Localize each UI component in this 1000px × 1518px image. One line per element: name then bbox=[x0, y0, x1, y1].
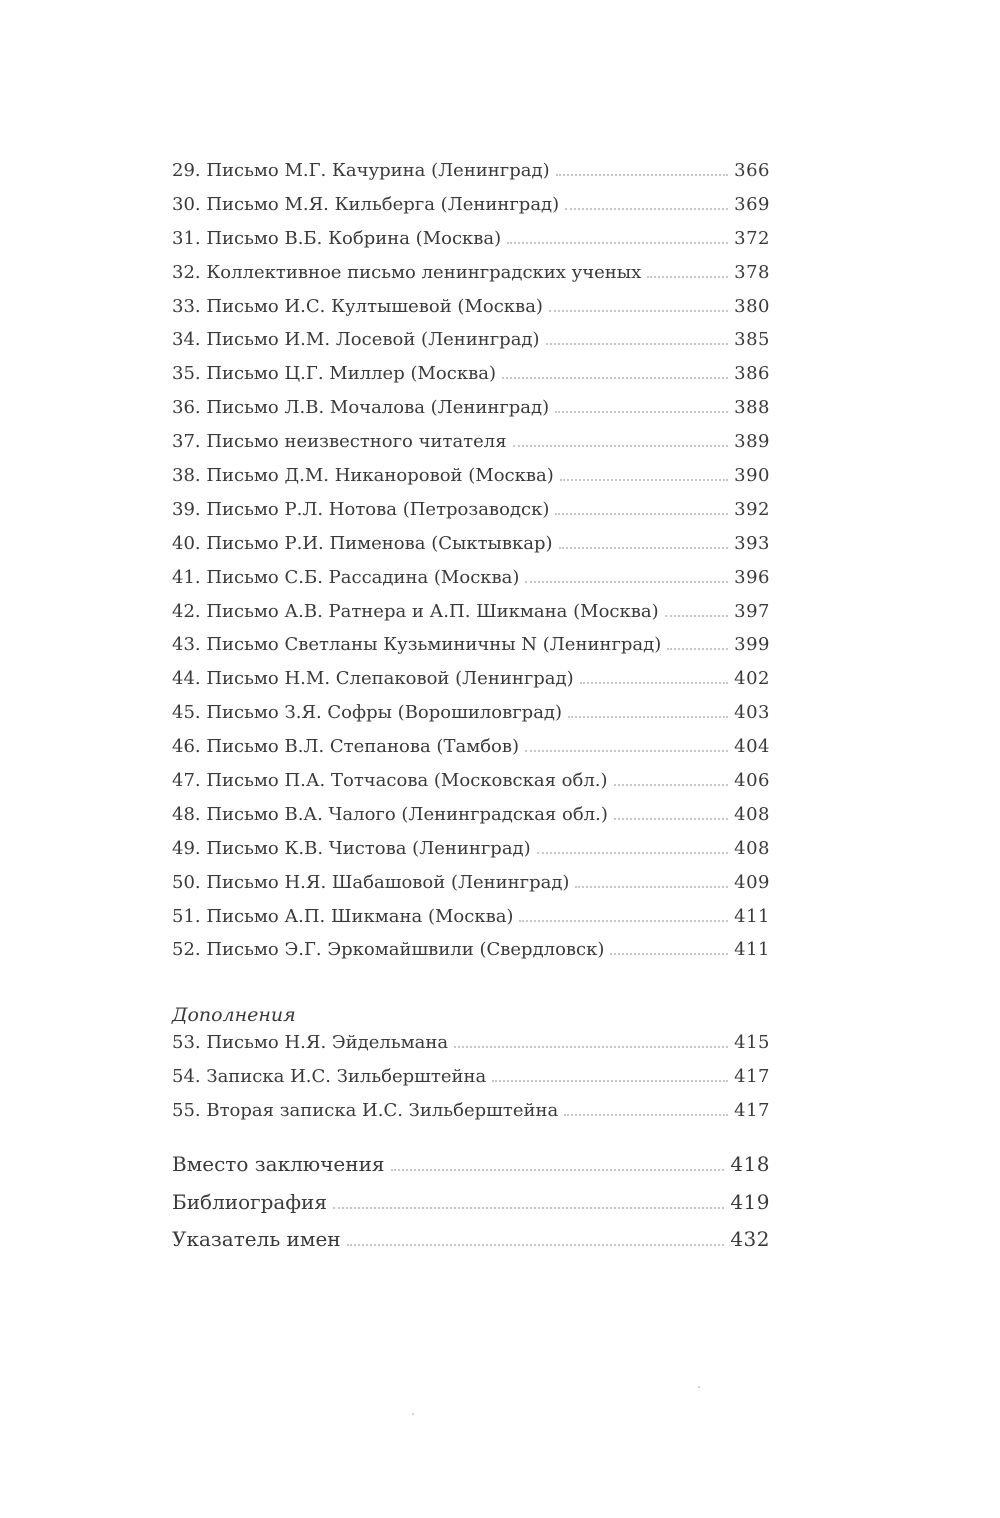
entry-page: 389 bbox=[728, 431, 770, 452]
paper-speck bbox=[698, 1386, 700, 1388]
entry-page: 417 bbox=[728, 1100, 770, 1121]
dot-leader bbox=[546, 342, 729, 345]
dot-leader bbox=[525, 749, 728, 752]
entry-page: 369 bbox=[728, 194, 770, 215]
dot-leader bbox=[502, 376, 728, 379]
toc-entry bbox=[172, 296, 770, 330]
entry-title: 52. Письмо Э.Г. Эркомайшвили (Свердловск) bbox=[172, 939, 610, 960]
toc-entry bbox=[172, 770, 770, 804]
dot-leader bbox=[575, 885, 728, 888]
back-matter-list bbox=[172, 1152, 770, 1265]
dot-leader bbox=[525, 580, 728, 583]
toc-entry bbox=[172, 939, 770, 973]
dot-leader bbox=[565, 207, 728, 210]
dot-leader bbox=[549, 309, 728, 312]
entry-title: 35. Письмо Ц.Г. Миллер (Москва) bbox=[172, 363, 502, 384]
entry-title: 41. Письмо С.Б. Рассадина (Москва) bbox=[172, 567, 525, 588]
entry-title: 36. Письмо Л.В. Мочалова (Ленинград) bbox=[172, 397, 555, 418]
dot-leader bbox=[564, 1113, 728, 1116]
dot-leader bbox=[519, 919, 728, 922]
toc-entry bbox=[172, 838, 770, 872]
entry-page: 406 bbox=[728, 770, 770, 791]
dot-leader bbox=[614, 817, 728, 820]
entry-title: 49. Письмо К.В. Чистова (Ленинград) bbox=[172, 838, 537, 859]
entry-page: 408 bbox=[728, 838, 770, 859]
toc-entry bbox=[172, 872, 770, 906]
entry-title: 51. Письмо А.П. Шикмана (Москва) bbox=[172, 906, 519, 927]
entry-page: 380 bbox=[728, 296, 770, 317]
dot-leader bbox=[665, 614, 729, 617]
entry-title: 54. Записка И.С. Зильберштейна bbox=[172, 1066, 492, 1087]
entry-title: 31. Письмо В.Б. Кобрина (Москва) bbox=[172, 228, 507, 249]
entry-page: 399 bbox=[728, 634, 770, 655]
toc-entry bbox=[172, 1227, 770, 1265]
dot-leader bbox=[568, 715, 728, 718]
entry-title: Вместо заключения bbox=[172, 1152, 391, 1176]
entry-title: 45. Письмо З.Я. Софры (Ворошиловград) bbox=[172, 702, 568, 723]
dot-leader bbox=[391, 1168, 725, 1171]
toc-entry bbox=[172, 1152, 770, 1190]
entry-title: 42. Письмо А.В. Ратнера и А.П. Шикмана (Москва) bbox=[172, 601, 665, 622]
entry-page: 409 bbox=[728, 872, 770, 893]
toc-entry bbox=[172, 736, 770, 770]
entry-title: 43. Письмо Светланы Кузьминичны N (Ленинград) bbox=[172, 634, 667, 655]
entry-page: 390 bbox=[728, 465, 770, 486]
dot-leader bbox=[537, 851, 728, 854]
supplements-list bbox=[172, 1032, 770, 1134]
entry-page: 404 bbox=[728, 736, 770, 757]
entry-page: 386 bbox=[728, 363, 770, 384]
toc-entry bbox=[172, 1032, 770, 1066]
dot-leader bbox=[492, 1079, 728, 1082]
entry-page: 396 bbox=[728, 567, 770, 588]
entry-title: 37. Письмо неизвестного читателя bbox=[172, 431, 513, 452]
dot-leader bbox=[560, 478, 728, 481]
entry-page: 417 bbox=[728, 1066, 770, 1087]
entry-title: 30. Письмо М.Я. Кильберга (Ленинград) bbox=[172, 194, 565, 215]
toc-entry bbox=[172, 634, 770, 668]
entry-page: 411 bbox=[728, 939, 770, 960]
dot-leader bbox=[555, 410, 728, 413]
dot-leader bbox=[647, 275, 728, 278]
entry-page: 388 bbox=[728, 397, 770, 418]
entry-page: 392 bbox=[728, 499, 770, 520]
toc-entry bbox=[172, 329, 770, 363]
entry-page: 402 bbox=[728, 668, 770, 689]
dot-leader bbox=[347, 1243, 725, 1246]
entry-title: 46. Письмо В.Л. Степанова (Тамбов) bbox=[172, 736, 525, 757]
dot-leader bbox=[610, 952, 728, 955]
toc-entry bbox=[172, 1100, 770, 1134]
toc-entry bbox=[172, 567, 770, 601]
dot-leader bbox=[614, 783, 729, 786]
dot-leader bbox=[559, 546, 729, 549]
toc-entry bbox=[172, 228, 770, 262]
entry-page: 385 bbox=[728, 329, 770, 350]
entry-page: 393 bbox=[728, 533, 770, 554]
entry-title: 33. Письмо И.С. Култышевой (Москва) bbox=[172, 296, 549, 317]
dot-leader bbox=[556, 173, 729, 176]
toc-entry bbox=[172, 1190, 770, 1228]
entry-page: 418 bbox=[724, 1152, 770, 1176]
dot-leader bbox=[333, 1206, 724, 1209]
entry-page: 415 bbox=[728, 1032, 770, 1053]
entry-title: Указатель имен bbox=[172, 1227, 347, 1251]
toc-entry bbox=[172, 601, 770, 635]
toc-entry bbox=[172, 194, 770, 228]
entry-title: Библиография bbox=[172, 1190, 333, 1214]
dot-leader bbox=[580, 681, 729, 684]
supplements-heading: Дополнения bbox=[172, 1004, 296, 1027]
table-of-contents bbox=[172, 160, 770, 1265]
entry-title: 48. Письмо В.А. Чалого (Ленинградская обл.) bbox=[172, 804, 614, 825]
entry-page: 378 bbox=[728, 262, 770, 283]
entry-page: 411 bbox=[728, 906, 770, 927]
entry-title: 53. Письмо Н.Я. Эйдельмана bbox=[172, 1032, 454, 1053]
toc-entry bbox=[172, 702, 770, 736]
entry-title: 38. Письмо Д.М. Никаноровой (Москва) bbox=[172, 465, 560, 486]
entry-page: 432 bbox=[724, 1227, 770, 1251]
toc-entry bbox=[172, 363, 770, 397]
dot-leader bbox=[454, 1045, 728, 1048]
dot-leader bbox=[667, 647, 728, 650]
toc-entry bbox=[172, 499, 770, 533]
entry-title: 44. Письмо Н.М. Слепаковой (Ленинград) bbox=[172, 668, 580, 689]
paper-speck bbox=[412, 1413, 414, 1415]
entry-title: 34. Письмо И.М. Лосевой (Ленинград) bbox=[172, 329, 546, 350]
letters-list bbox=[172, 160, 770, 973]
dot-leader bbox=[513, 444, 729, 447]
entry-page: 372 bbox=[728, 228, 770, 249]
toc-entry bbox=[172, 262, 770, 296]
toc-entry bbox=[172, 397, 770, 431]
entry-page: 403 bbox=[728, 702, 770, 723]
entry-title: 50. Письмо Н.Я. Шабашовой (Ленинград) bbox=[172, 872, 575, 893]
toc-entry bbox=[172, 804, 770, 838]
dot-leader bbox=[555, 512, 728, 515]
toc-entry bbox=[172, 431, 770, 465]
toc-entry bbox=[172, 1066, 770, 1100]
entry-page: 397 bbox=[728, 601, 770, 622]
entry-title: 47. Письмо П.А. Тотчасова (Московская обл.) bbox=[172, 770, 614, 791]
toc-entry bbox=[172, 906, 770, 940]
entry-page: 419 bbox=[724, 1190, 770, 1214]
entry-title: 39. Письмо Р.Л. Нотова (Петрозаводск) bbox=[172, 499, 555, 520]
entry-title: 32. Коллективное письмо ленинградских ученых bbox=[172, 262, 647, 283]
entry-title: 55. Вторая записка И.С. Зильберштейна bbox=[172, 1100, 564, 1121]
entry-title: 29. Письмо М.Г. Качурина (Ленинград) bbox=[172, 160, 556, 181]
toc-entry bbox=[172, 668, 770, 702]
entry-title: 40. Письмо Р.И. Пименова (Сыктывкар) bbox=[172, 533, 559, 554]
entry-page: 366 bbox=[728, 160, 770, 181]
toc-entry bbox=[172, 533, 770, 567]
toc-entry bbox=[172, 160, 770, 194]
dot-leader bbox=[507, 241, 728, 244]
entry-page: 408 bbox=[728, 804, 770, 825]
toc-entry bbox=[172, 465, 770, 499]
